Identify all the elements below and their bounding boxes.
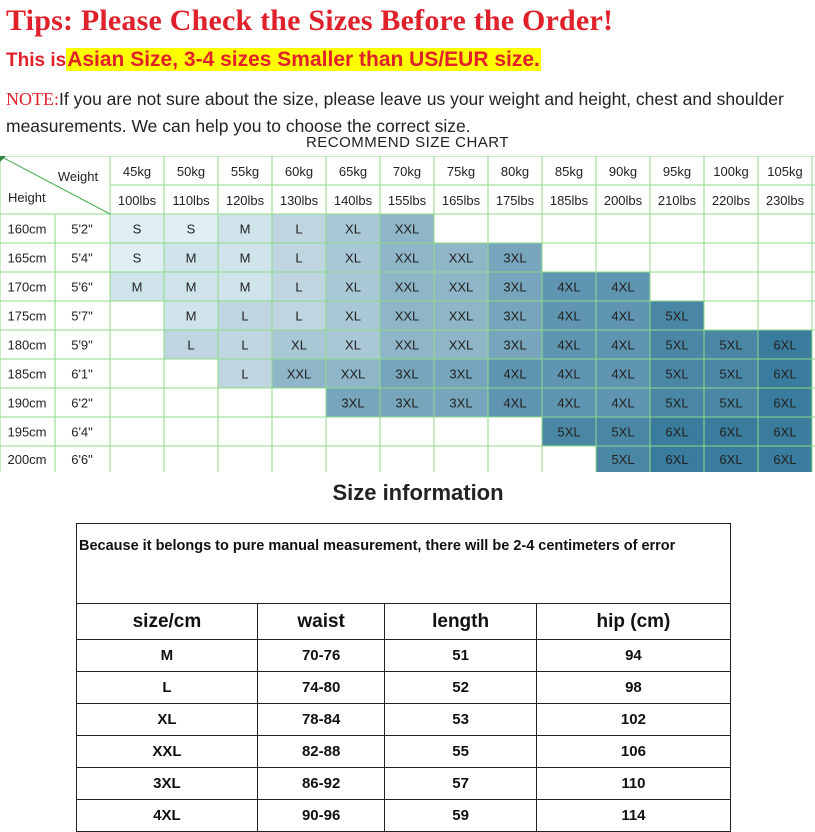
size-cell-label: M: [239, 250, 251, 266]
size-cell-label: 3XL: [503, 337, 527, 353]
height-cm-label: 195cm: [7, 424, 47, 440]
size-information-title: Size information: [332, 480, 504, 505]
height-ft-label: 5'4": [71, 250, 93, 266]
size-cell-label: 4XL: [611, 395, 635, 411]
note-text: If you are not sure about the size, please leave us your weight and height, chest and shoulder measurements. We can help you to choose the correct size.: [6, 89, 784, 136]
size-cell-label: XL: [345, 250, 361, 266]
height-cm-label: 170cm: [7, 279, 47, 295]
corner-height-label: Height: [8, 190, 46, 205]
waist-cell: 78-84: [257, 704, 385, 736]
size-cell-label: 6XL: [719, 424, 743, 440]
height-cm-label: 160cm: [7, 221, 47, 237]
size-cell-label: 5XL: [611, 452, 635, 467]
size-cell-label: 3XL: [449, 366, 473, 382]
table-row: [77, 800, 731, 832]
weight-kg-label: 60kg: [284, 164, 314, 179]
weight-lbs-label: 130lbs: [279, 193, 319, 208]
weight-kg-label: 85kg: [554, 164, 584, 179]
size-cell-label: XXL: [394, 337, 420, 353]
size-cell-label: 4XL: [557, 308, 581, 324]
size-cell-label: 5XL: [557, 424, 581, 440]
notice-prefix: This is: [6, 50, 67, 71]
size-cell-label: 3XL: [503, 279, 527, 295]
size-cell-label: 5XL: [719, 337, 743, 353]
size-cell-label: 3XL: [503, 308, 527, 324]
height-cm-label: 190cm: [7, 395, 47, 411]
length-cell: 51: [385, 640, 536, 672]
size-cell-label: 5XL: [719, 366, 743, 382]
height-ft-label: 6'4": [71, 424, 93, 440]
size-cell-label: 4XL: [557, 395, 581, 411]
size-cell-label: 4XL: [503, 366, 527, 382]
height-cm-label: 180cm: [7, 337, 47, 353]
size-cell-label: XXL: [394, 221, 420, 237]
hip-cell: 94: [536, 640, 730, 672]
size-cell-label: 6XL: [665, 452, 689, 467]
size-cell-label: 5XL: [719, 395, 743, 411]
size-cell-label: 3XL: [341, 395, 365, 411]
size-cell-label: L: [295, 279, 303, 295]
header-waist: waist: [257, 604, 385, 640]
size-cell-label: XXL: [340, 366, 366, 382]
size-cell-label: XXL: [394, 279, 420, 295]
weight-kg-label: 105kg: [767, 164, 803, 179]
height-cm-label: 185cm: [7, 366, 47, 382]
size-cell-label: 4XL: [611, 337, 635, 353]
size-cell-label: M: [239, 279, 251, 295]
height-ft-label: 6'1": [71, 366, 93, 382]
waist-cell: 70-76: [257, 640, 385, 672]
size-cell-label: 6XL: [773, 424, 797, 440]
size-cell: M: [77, 640, 258, 672]
length-cell: 53: [385, 704, 536, 736]
size-cell-label: L: [295, 308, 303, 324]
size-cell-label: 4XL: [611, 279, 635, 295]
note-paragraph: [6, 86, 815, 140]
weight-kg-label: 95kg: [662, 164, 692, 179]
waist-cell: 74-80: [257, 672, 385, 704]
size-cell-label: XL: [345, 337, 361, 353]
recommend-size-chart: [0, 156, 815, 472]
size-cell-label: XXL: [286, 366, 312, 382]
header-hip: hip (cm): [536, 604, 730, 640]
notice-highlight: Asian Size, 3-4 sizes Smaller than US/EUR size.: [67, 48, 540, 71]
height-ft-label: 6'2": [71, 395, 93, 411]
table-row: [77, 640, 731, 672]
size-cell: 3XL: [77, 768, 258, 800]
hip-cell: 106: [536, 736, 730, 768]
size-cell-label: 6XL: [773, 452, 797, 467]
size-cell-label: 5XL: [665, 366, 689, 382]
hip-cell: 114: [536, 800, 730, 832]
size-cell-label: 4XL: [611, 308, 635, 324]
weight-lbs-label: 165lbs: [441, 193, 481, 208]
size-cell-label: L: [241, 366, 249, 382]
size-cell-label: XL: [345, 279, 361, 295]
size-cell-label: XXL: [448, 250, 474, 266]
size-cell-label: M: [185, 250, 197, 266]
weight-lbs-label: 220lbs: [711, 193, 751, 208]
size-cell-label: XXL: [448, 337, 474, 353]
weight-kg-label: 55kg: [230, 164, 260, 179]
size-cell-label: 4XL: [611, 366, 635, 382]
weight-kg-label: 75kg: [446, 164, 476, 179]
weight-kg-label: 45kg: [122, 164, 152, 179]
size-cell-label: 4XL: [557, 279, 581, 295]
size-cell-label: 5XL: [611, 424, 635, 440]
size-cell-label: 3XL: [449, 395, 473, 411]
weight-lbs-label: 110lbs: [172, 193, 210, 208]
size-cell-label: 5XL: [665, 395, 689, 411]
height-ft-label: 5'7": [71, 308, 93, 324]
size-cell-label: 6XL: [665, 424, 689, 440]
size-cell-label: XXL: [394, 308, 420, 324]
size-cell-label: XL: [291, 337, 307, 353]
weight-kg-label: 70kg: [392, 164, 422, 179]
size-cell: 4XL: [77, 800, 258, 832]
table-row: [77, 704, 731, 736]
size-cell-label: 5XL: [665, 308, 689, 324]
table-row: [77, 768, 731, 800]
waist-cell: 82-88: [257, 736, 385, 768]
height-cm-label: 200cm: [7, 452, 47, 467]
weight-lbs-label: 155lbs: [387, 193, 427, 208]
corner-weight-label: Weight: [57, 169, 99, 184]
note-label: NOTE:: [6, 89, 59, 109]
tips-heading: Tips: Please Check the Sizes Before the Order!: [6, 4, 614, 37]
hip-cell: 110: [536, 768, 730, 800]
size-cell-label: M: [185, 279, 197, 295]
size-cell-label: 6XL: [773, 366, 797, 382]
table-row: [77, 672, 731, 704]
size-cell-label: 3XL: [503, 250, 527, 266]
size-cell: XL: [77, 704, 258, 736]
size-cell-label: XL: [345, 308, 361, 324]
size-cell-label: 3XL: [395, 366, 419, 382]
size-cell-label: XXL: [448, 279, 474, 295]
height-ft-label: 6'6": [71, 452, 93, 467]
weight-kg-label: 50kg: [176, 164, 206, 179]
header-row: [77, 604, 731, 640]
error-note-row: [77, 524, 731, 604]
size-cell: L: [77, 672, 258, 704]
weight-lbs-label: 230lbs: [765, 193, 805, 208]
length-cell: 55: [385, 736, 536, 768]
size-cell: XXL: [77, 736, 258, 768]
size-cell-label: L: [295, 221, 303, 237]
size-cell-label: 4XL: [557, 366, 581, 382]
size-cell-label: L: [295, 250, 303, 266]
size-chart-svg: [0, 156, 815, 472]
size-cell-label: S: [186, 221, 196, 237]
size-cell-label: M: [131, 279, 143, 295]
corner-diagonal: [0, 156, 110, 214]
size-cell-label: L: [241, 337, 249, 353]
size-cell-label: 6XL: [773, 337, 797, 353]
size-cell-label: S: [132, 221, 142, 237]
weight-lbs-label: 210lbs: [657, 193, 697, 208]
size-cell-label: L: [241, 308, 249, 324]
size-cell-label: 4XL: [503, 395, 527, 411]
waist-cell: 90-96: [257, 800, 385, 832]
table-row: [77, 736, 731, 768]
weight-lbs-label: 185lbs: [549, 193, 589, 208]
hip-cell: 98: [536, 672, 730, 704]
weight-kg-label: 80kg: [500, 164, 530, 179]
size-cell-label: M: [239, 221, 251, 237]
chart-title: RECOMMEND SIZE CHART: [305, 134, 510, 151]
weight-lbs-label: 200lbs: [603, 193, 643, 208]
weight-lbs-label: 140lbs: [333, 193, 373, 208]
header-length: length: [385, 604, 536, 640]
length-cell: 59: [385, 800, 536, 832]
size-cell-label: S: [132, 250, 142, 266]
height-ft-label: 5'9": [71, 337, 93, 353]
weight-kg-label: 100kg: [713, 164, 749, 179]
weight-lbs-label: 100lbs: [117, 193, 157, 208]
hip-cell: 102: [536, 704, 730, 736]
size-cell-label: M: [185, 308, 197, 324]
size-cell-label: 4XL: [557, 337, 581, 353]
height-cm-label: 175cm: [7, 308, 47, 324]
weight-kg-label: 65kg: [338, 164, 368, 179]
size-cell-label: L: [187, 337, 195, 353]
weight-kg-label: 90kg: [608, 164, 638, 179]
length-cell: 57: [385, 768, 536, 800]
asian-size-notice: [6, 48, 541, 72]
height-ft-label: 5'2": [71, 221, 93, 237]
size-cell-label: 5XL: [665, 337, 689, 353]
size-cell-label: 3XL: [395, 395, 419, 411]
weight-lbs-label: 120lbs: [225, 193, 265, 208]
error-note: Because it belongs to pure manual measurement, there will be 2-4 centimeters of error: [77, 524, 731, 604]
length-cell: 52: [385, 672, 536, 704]
size-cell-label: XXL: [448, 308, 474, 324]
height-ft-label: 5'6": [71, 279, 93, 295]
size-cell-label: 6XL: [773, 395, 797, 411]
weight-lbs-label: 175lbs: [495, 193, 535, 208]
header-size: size/cm: [77, 604, 258, 640]
size-cell-label: 6XL: [719, 452, 743, 467]
waist-cell: 86-92: [257, 768, 385, 800]
height-cm-label: 165cm: [7, 250, 47, 266]
size-cell-label: XL: [345, 221, 361, 237]
size-cell-label: XXL: [394, 250, 420, 266]
size-information-table: [76, 523, 731, 832]
